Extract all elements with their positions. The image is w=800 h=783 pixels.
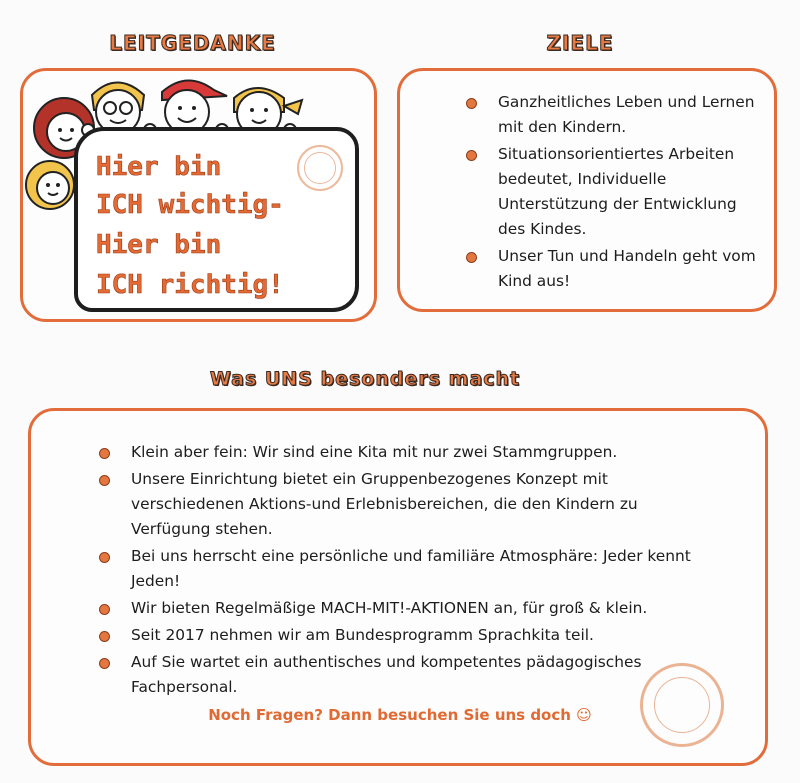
list-item: Seit 2017 nehmen wir am Bundesprogramm Sprachkita teil. bbox=[95, 623, 715, 648]
bullet-dot-icon bbox=[99, 552, 110, 563]
bullet-dot-icon bbox=[99, 448, 110, 459]
leitgedanke-line-2: ICH wichtig- bbox=[96, 190, 284, 220]
closing-text: Noch Fragen? Dann besuchen Sie uns doch ☺ bbox=[208, 706, 592, 724]
bullet-dot-icon bbox=[99, 475, 110, 486]
heading-besonders: Was UNS besonders macht bbox=[209, 368, 521, 390]
ziele-list bbox=[462, 90, 762, 294]
list-item: Wir bieten Regelmäßige MACH-MIT!-AKTIONEN an, für groß & klein. bbox=[95, 596, 715, 621]
list-item: Auf Sie wartet ein authentisches und kompetentes pädagogisches Fachpersonal. bbox=[95, 650, 715, 700]
leitgedanke-line-1: Hier bin bbox=[96, 152, 222, 182]
bullet-dot-icon bbox=[466, 150, 477, 161]
leitgedanke-line-3: Hier bin bbox=[96, 230, 222, 260]
heading-ziele: ZIELE bbox=[546, 31, 614, 55]
list-item: Unser Tun und Handeln geht vom Kind aus! bbox=[462, 244, 762, 294]
besonders-list bbox=[95, 440, 715, 700]
bullet-dot-icon bbox=[99, 631, 110, 642]
bullet-dot-icon bbox=[466, 98, 477, 109]
heading-leitgedanke: LEITGEDANKE bbox=[109, 31, 276, 55]
kita-seal-logo bbox=[297, 145, 343, 191]
leitgedanke-line-4: ICH richtig! bbox=[96, 270, 284, 300]
bullet-dot-icon bbox=[99, 658, 110, 669]
bullet-dot-icon bbox=[99, 604, 110, 615]
kita-seal-logo-large bbox=[640, 663, 724, 747]
list-item: Bei uns herrscht eine persönliche und familiäre Atmosphäre: Jeder kennt Jeden! bbox=[95, 544, 715, 594]
list-item: Klein aber fein: Wir sind eine Kita mit nur zwei Stammgruppen. bbox=[95, 440, 715, 465]
list-item: Ganzheitliches Leben und Lernen mit den Kindern. bbox=[462, 90, 762, 140]
bullet-dot-icon bbox=[466, 252, 477, 263]
list-item: Unsere Einrichtung bietet ein Gruppenbezogenes Konzept mit verschiedenen Aktions-und Erlebnisbereichen, die den Kindern zu Verfügung stehen. bbox=[95, 467, 715, 542]
list-item: Situationsorientiertes Arbeiten bedeutet, Individuelle Unterstützung der Entwicklung des Kindes. bbox=[462, 142, 762, 242]
